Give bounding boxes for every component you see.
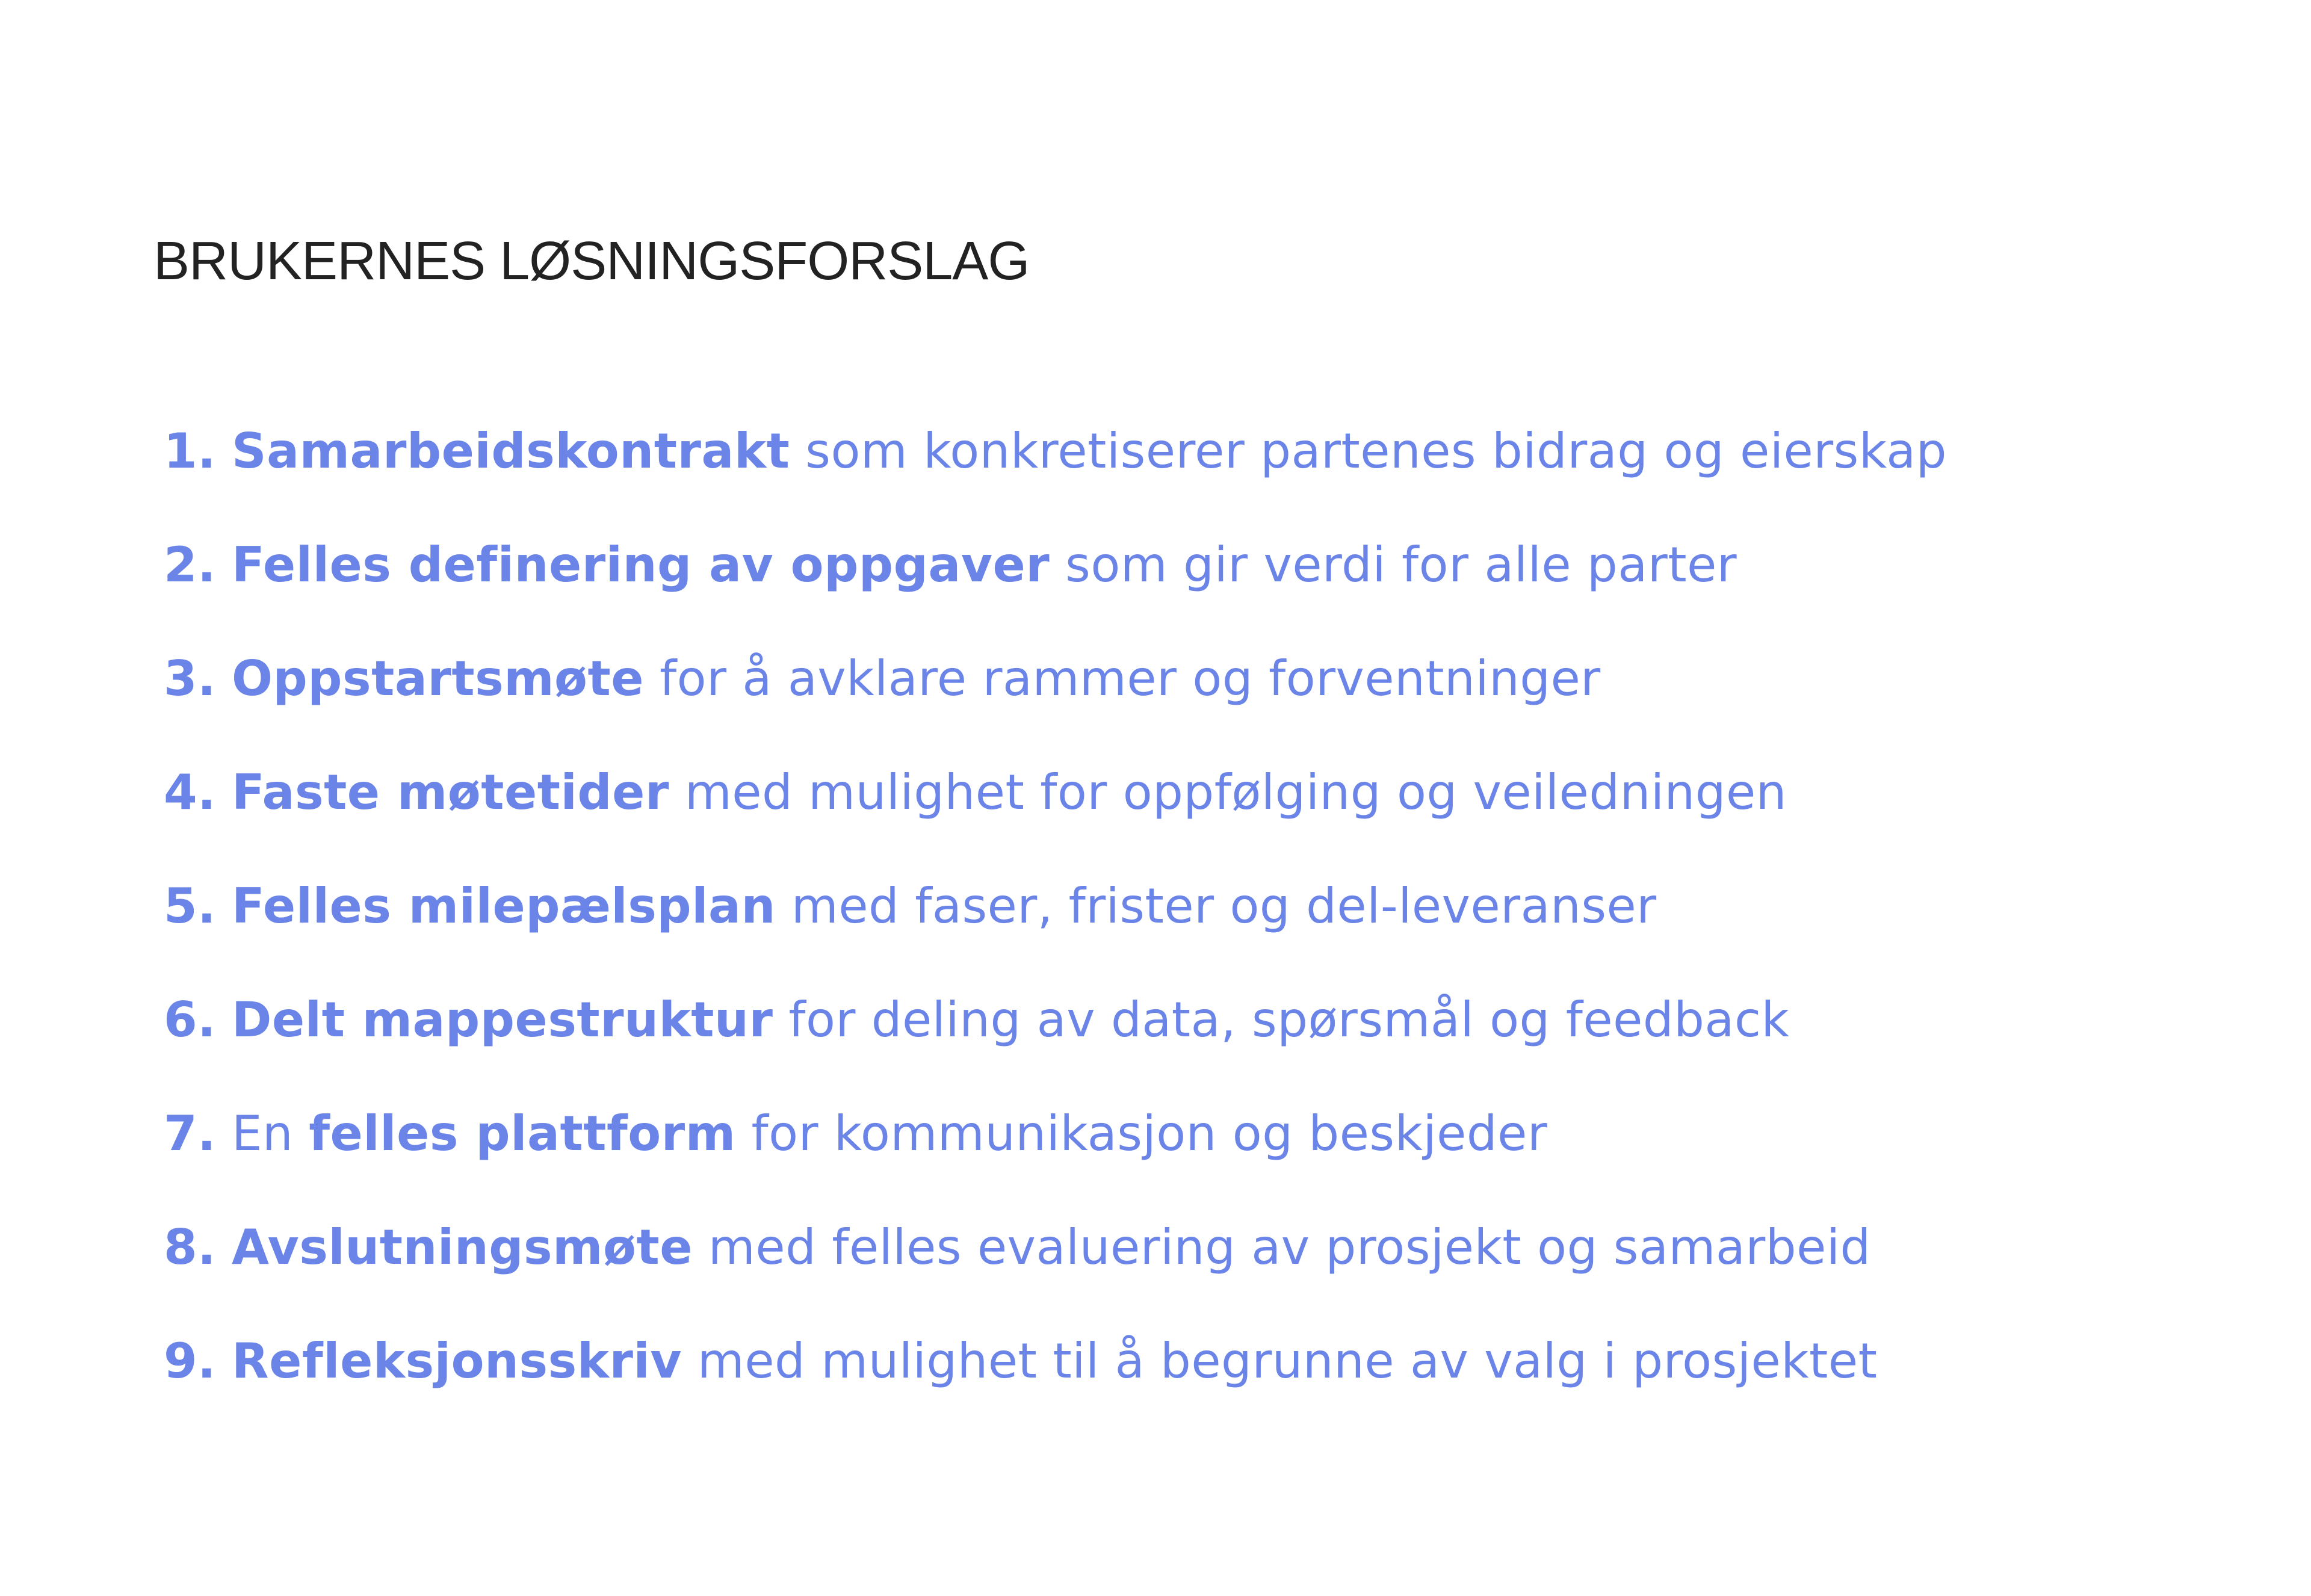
item-keyword: Delt mappestruktur (232, 992, 773, 1048)
list-item (164, 762, 1787, 823)
item-lead: En (232, 1106, 294, 1161)
item-number: 1. (164, 423, 217, 479)
item-keyword: Samarbeidskontrakt (232, 423, 790, 479)
item-description: som konkretiserer partenes bidrag og eierskap (805, 423, 1947, 479)
item-description: for å avklare rammer og forventninger (659, 651, 1601, 707)
list-item (164, 1104, 1547, 1164)
item-number: 7. (164, 1106, 217, 1161)
item-keyword: Felles definering av oppgaver (232, 537, 1050, 593)
item-description: for deling av data, spørsmål og feedback (788, 992, 1790, 1048)
item-keyword: Avslutningsmøte (232, 1219, 693, 1275)
list-item (164, 1217, 1871, 1278)
item-description: som gir verdi for alle parter (1065, 537, 1737, 593)
item-number: 4. (164, 764, 217, 820)
item-keyword: Faste møtetider (232, 764, 669, 820)
item-keyword: Felles milepælsplan (232, 878, 776, 934)
list-item (164, 535, 1737, 595)
item-description: med mulighet for oppfølging og veiledningen (684, 764, 1787, 820)
item-description: for kommunikasjon og beskjeder (751, 1106, 1548, 1161)
item-description: med mulighet til å begrunne av valg i prosjektet (697, 1333, 1878, 1389)
item-keyword: Oppstartsmøte (232, 651, 645, 707)
item-number: 3. (164, 651, 217, 707)
item-number: 6. (164, 992, 217, 1048)
list-item (164, 649, 1601, 709)
item-number: 5. (164, 878, 217, 934)
item-description: med faser, frister og del-leveranser (791, 878, 1657, 934)
list-item (164, 421, 1947, 481)
item-keyword: Refleksjonsskriv (232, 1333, 682, 1389)
item-number: 2. (164, 537, 217, 593)
slide-title: BRUKERNES LØSNINGSFORSLAG (153, 231, 1030, 291)
item-description: med felles evaluering av prosjekt og samarbeid (708, 1219, 1871, 1275)
item-number: 8. (164, 1219, 217, 1275)
item-number: 9. (164, 1333, 217, 1389)
list-item (164, 990, 1789, 1050)
list-item (164, 1331, 1878, 1391)
item-keyword: felles plattform (309, 1106, 736, 1161)
list-item (164, 876, 1657, 936)
